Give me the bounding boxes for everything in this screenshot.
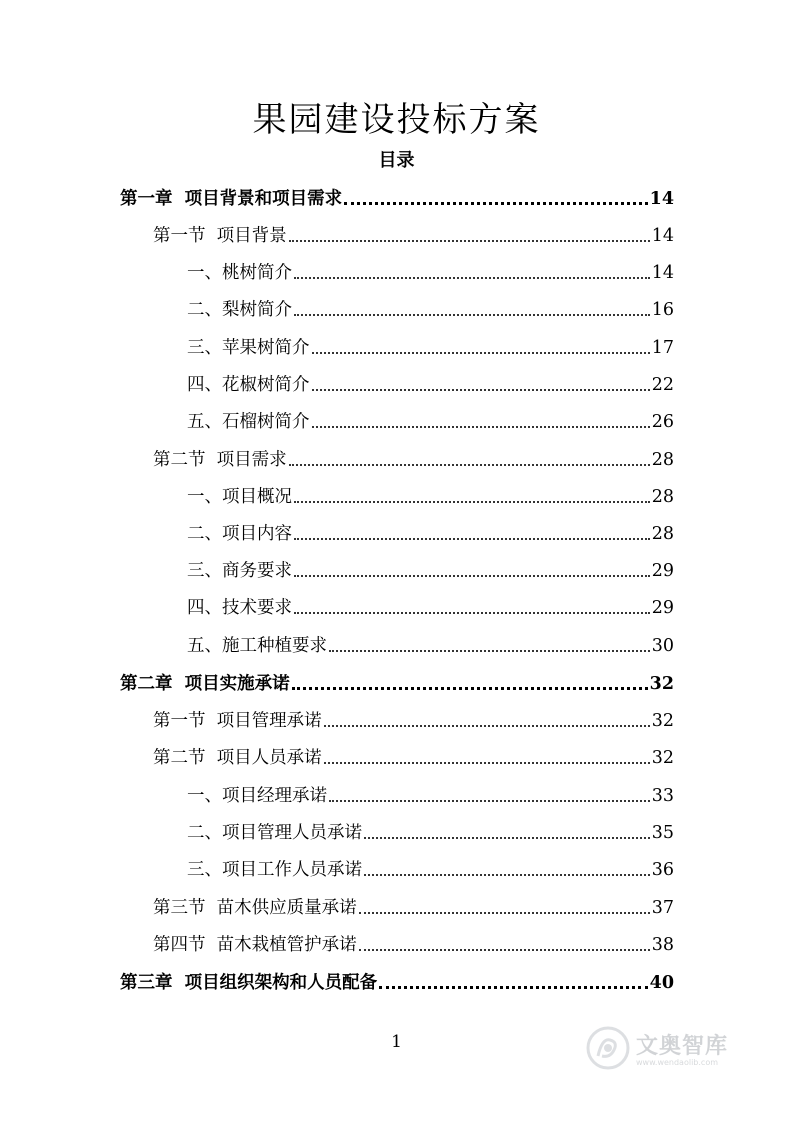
toc-entry-label: 五、石榴树简介 — [187, 412, 310, 432]
watermark — [586, 1020, 756, 1076]
toc-entry-page: 30 — [651, 636, 674, 656]
toc-entry-page: 28 — [651, 524, 674, 544]
toc-entry-label: 第一节 项目管理承诺 — [153, 711, 322, 731]
toc-entry-page: 22 — [651, 375, 674, 395]
toc-entry-label: 一、桃树简介 — [187, 263, 292, 283]
toc-leader-dots — [312, 352, 650, 354]
toc-entry-level-3[interactable] — [187, 595, 674, 621]
toc-leader-dots — [294, 538, 650, 540]
toc-entry-label: 三、项目工作人员承诺 — [187, 860, 362, 880]
toc-leader-dots — [294, 314, 650, 316]
toc-entry-page: 14 — [649, 189, 674, 209]
toc-entry-page: 14 — [651, 263, 674, 283]
toc-leader-dots — [359, 912, 650, 914]
toc-entry-label: 一、项目经理承诺 — [187, 786, 327, 806]
toc-entry-level-3[interactable] — [187, 484, 674, 510]
toc-entry-page: 29 — [651, 598, 674, 618]
toc-entry-label: 三、商务要求 — [187, 561, 292, 581]
toc-leader-dots — [312, 389, 650, 391]
toc-leader-dots — [294, 277, 650, 279]
toc-leader-dots — [329, 800, 650, 802]
toc-entry-level-2[interactable] — [153, 745, 674, 771]
toc-entry-level-3[interactable] — [187, 409, 674, 435]
toc-entry-level-3[interactable] — [187, 260, 674, 286]
toc-entry-level-2[interactable] — [153, 223, 674, 249]
toc-entry-page: 40 — [649, 973, 674, 993]
toc-entry-page: 28 — [651, 487, 674, 507]
toc-entry-level-3[interactable] — [187, 335, 674, 361]
toc-entry-level-3[interactable] — [187, 558, 674, 584]
watermark-url: www.wendaolib.com — [636, 1058, 718, 1067]
toc-entry-label: 第一节 项目背景 — [153, 226, 287, 246]
toc-entry-page: 28 — [651, 450, 674, 470]
toc-leader-dots — [292, 687, 648, 690]
toc-entry-label: 二、项目管理人员承诺 — [187, 823, 362, 843]
toc-entry-level-2[interactable] — [153, 447, 674, 473]
toc-entry-label: 三、苹果树简介 — [187, 338, 310, 358]
toc-leader-dots — [289, 240, 650, 242]
toc-entry-label: 第三章 项目组织架构和人员配备 — [120, 973, 378, 993]
toc-entry-page: 29 — [651, 561, 674, 581]
toc-entry-label: 二、项目内容 — [187, 524, 292, 544]
toc-entry-level-3[interactable] — [187, 372, 674, 398]
toc-entry-level-2[interactable] — [153, 708, 674, 734]
toc-entry-page: 14 — [651, 226, 674, 246]
page-number: 1 — [391, 1032, 402, 1052]
toc-entry-page: 33 — [651, 786, 674, 806]
toc-entry-level-1[interactable] — [120, 671, 674, 697]
toc-leader-dots — [324, 762, 650, 764]
toc-entry-level-3[interactable] — [187, 857, 674, 883]
toc-entry-label: 一、项目概况 — [187, 487, 292, 507]
toc-entry-page: 32 — [651, 748, 674, 768]
toc-entry-page: 36 — [651, 860, 674, 880]
watermark-name: 文奥智库 — [636, 1034, 729, 1059]
toc-entry-label: 四、技术要求 — [187, 598, 292, 618]
toc-entry-label: 第二章 项目实施承诺 — [120, 674, 290, 694]
toc-leader-dots — [344, 202, 647, 205]
toc-entry-level-3[interactable] — [187, 820, 674, 846]
toc-entry-label: 第三节 苗木供应质量承诺 — [153, 898, 357, 918]
toc-entry-level-3[interactable] — [187, 521, 674, 547]
toc-entry-label: 第二节 项目人员承诺 — [153, 748, 322, 768]
wendao-logo-icon — [586, 1026, 630, 1070]
toc-leader-dots — [379, 986, 647, 989]
toc-entry-page: 32 — [651, 711, 674, 731]
toc-entry-level-2[interactable] — [153, 895, 674, 921]
document-title: 果园建设投标方案 — [252, 100, 541, 140]
toc-entry-level-1[interactable] — [120, 186, 674, 212]
toc-leader-dots — [312, 426, 650, 428]
toc-entry-label: 第四节 苗木栽植管护承诺 — [153, 935, 357, 955]
toc-entry-page: 16 — [651, 300, 674, 320]
toc-entry-page: 26 — [651, 412, 674, 432]
toc-entry-label: 五、施工种植要求 — [187, 636, 327, 656]
toc-heading: 目录 — [378, 150, 415, 171]
toc-entry-page: 37 — [651, 898, 674, 918]
toc-leader-dots — [329, 650, 650, 652]
toc-entry-page: 17 — [651, 338, 674, 358]
toc-leader-dots — [294, 501, 650, 503]
toc-entry-label: 第二节 项目需求 — [153, 450, 287, 470]
toc-leader-dots — [289, 464, 650, 466]
toc-leader-dots — [364, 837, 650, 839]
toc-entry-level-2[interactable] — [153, 932, 674, 958]
toc-leader-dots — [324, 725, 650, 727]
toc-leader-dots — [359, 949, 650, 951]
toc-entry-label: 第一章 项目背景和项目需求 — [120, 189, 343, 209]
toc-leader-dots — [294, 612, 650, 614]
toc-leader-dots — [294, 575, 650, 577]
toc-entry-label: 二、梨树简介 — [187, 300, 292, 320]
toc-entry-page: 38 — [651, 935, 674, 955]
toc-entry-level-1[interactable] — [120, 970, 674, 996]
toc-entry-level-3[interactable] — [187, 633, 674, 659]
toc-entry-level-3[interactable] — [187, 297, 674, 323]
toc-entry-label: 四、花椒树简介 — [187, 375, 310, 395]
toc-entry-level-3[interactable] — [187, 783, 674, 809]
toc-entry-page: 35 — [651, 823, 674, 843]
toc-entry-page: 32 — [649, 674, 674, 694]
toc-leader-dots — [364, 874, 650, 876]
